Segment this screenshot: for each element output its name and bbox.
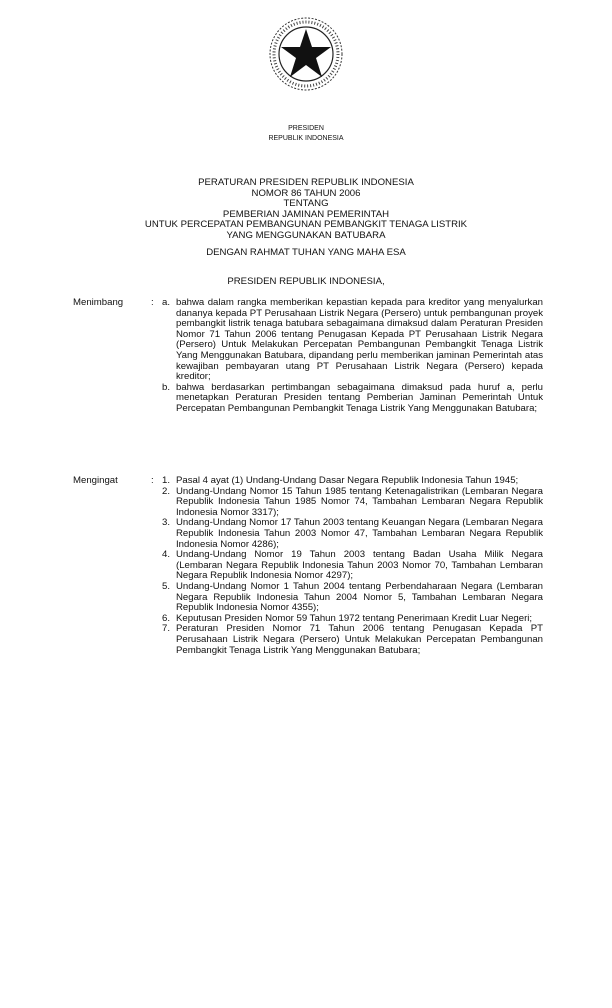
item-text: bahwa dalam rangka memberikan kepastian kepada para kreditor yang menyalurkan dananya kepada PT Perusahaan Listrik Negara (Persero) untuk pembangunan proyek pembangkit listrik tenaga batubara sebagaimana dimaksud dalam Peraturan Presiden Nomor 71 Tahun 2006 tentang Penugasan Kepada PT Perusahaan Listrik Negara (Persero) Untuk Melakukan Percepatan Pembangunan Pembangkit Tenaga Listrik Yang Menggunakan Batubara, dipandang perlu memberikan jaminan Pemerintah atas kewajiban pembayaran utang PT Perusahaan Listrik Negara (Persero) kepada kreditor;: [176, 297, 543, 383]
invocation: DENGAN RAHMAT TUHAN YANG MAHA ESA: [206, 247, 406, 258]
list-item: [162, 298, 543, 383]
mengingat-section: [73, 476, 543, 656]
header-presiden: PRESIDEN: [288, 125, 324, 132]
section-label: Menimbang: [73, 297, 124, 308]
item-number: 4.: [162, 549, 171, 561]
item-text: Pasal 4 ayat (1) Undang-Undang Dasar Negara Republik Indonesia Tahun 1945;: [176, 475, 519, 486]
item-text: Undang-Undang Nomor 19 Tahun 2003 tentang Badan Usaha Milik Negara (Lembaran Negara Republik Indonesia Tahun 2003 Nomor 70, Tambahan Lembaran Negara Republik Indonesia Nomor 4297);: [176, 549, 543, 582]
title-line: PERATURAN PRESIDEN REPUBLIK INDONESIA: [198, 177, 414, 188]
item-number: 3.: [162, 517, 171, 529]
item-text: Undang-Undang Nomor 1 Tahun 2004 tentang Perbendaharaan Negara (Lembaran Negara Republik Indonesia Tahun 2004 Nomor 5, Tambahan Lembaran Negara Republik Indonesia Nomor 4355);: [176, 580, 543, 614]
item-text: Peraturan Presiden Nomor 71 Tahun 2006 tentang Penugasan Kepada PT Perusahaan Listrik Negara (Persero) Untuk Melakukan Percepatan Pembangunan Pembangkit Tenaga Listrik Yang Menggunakan Batubara;: [176, 623, 543, 656]
garuda-star-emblem-icon: [268, 16, 344, 92]
document-title: [0, 178, 612, 242]
title-line: YANG MENGGUNAKAN BATUBARA: [226, 229, 386, 241]
colon: :: [151, 475, 154, 486]
title-line: TENTANG: [283, 198, 329, 210]
item-text: bahwa berdasarkan pertimbangan sebagaimana dimaksud pada huruf a, perlu menetapkan Peraturan Presiden tentang Pemberian Jaminan Pemerintah Untuk Percepatan Pembangunan Pembangkit Tenaga Listrik Yang Menggunakan Batubara;: [176, 381, 543, 414]
item-number: 2.: [162, 485, 171, 497]
list-item: [162, 487, 543, 519]
item-number: 7.: [162, 623, 171, 635]
item-text: Undang-Undang Nomor 15 Tahun 1985 tentang Ketenagalistrikan (Lembaran Negara Republik Indonesia Tahun 1985 Nomor 74, Tambahan Lembaran Negara Republik Indonesia Nomor 3317);: [176, 485, 543, 518]
title-line: UNTUK PERCEPATAN PEMBANGUNAN PEMBANGKIT TENAGA LISTRIK: [144, 219, 468, 231]
list-item: [162, 550, 543, 582]
colon: :: [151, 297, 154, 308]
list-item: [162, 624, 543, 656]
item-number: a.: [162, 297, 171, 308]
title-line: PEMBERIAN JAMINAN PEMERINTAH: [222, 208, 390, 220]
list-item: [162, 383, 543, 415]
item-text: Undang-Undang Nomor 17 Tahun 2003 tentang Keuangan Negara (Lembaran Negara Republik Indonesia Tahun 2003 Nomor 47, Tambahan Lembaran Negara Republik Indonesia Nomor 4286);: [176, 517, 543, 550]
item-text: Keputusan Presiden Nomor 59 Tahun 1972 tentang Penerimaan Kredit Luar Negeri;: [176, 612, 533, 624]
menimbang-section: [73, 298, 543, 415]
list-item: [162, 582, 543, 614]
section-label: Mengingat: [73, 475, 118, 486]
list-item: [162, 518, 543, 550]
item-number: 6.: [162, 612, 171, 624]
issuer: PRESIDEN REPUBLIK INDONESIA,: [227, 276, 385, 287]
item-number: 5.: [162, 580, 171, 592]
item-number: 1.: [162, 475, 171, 486]
title-line: NOMOR 86 TAHUN 2006: [251, 187, 361, 199]
header-republik: REPUBLIK INDONESIA: [268, 135, 344, 142]
item-number: b.: [162, 381, 171, 393]
